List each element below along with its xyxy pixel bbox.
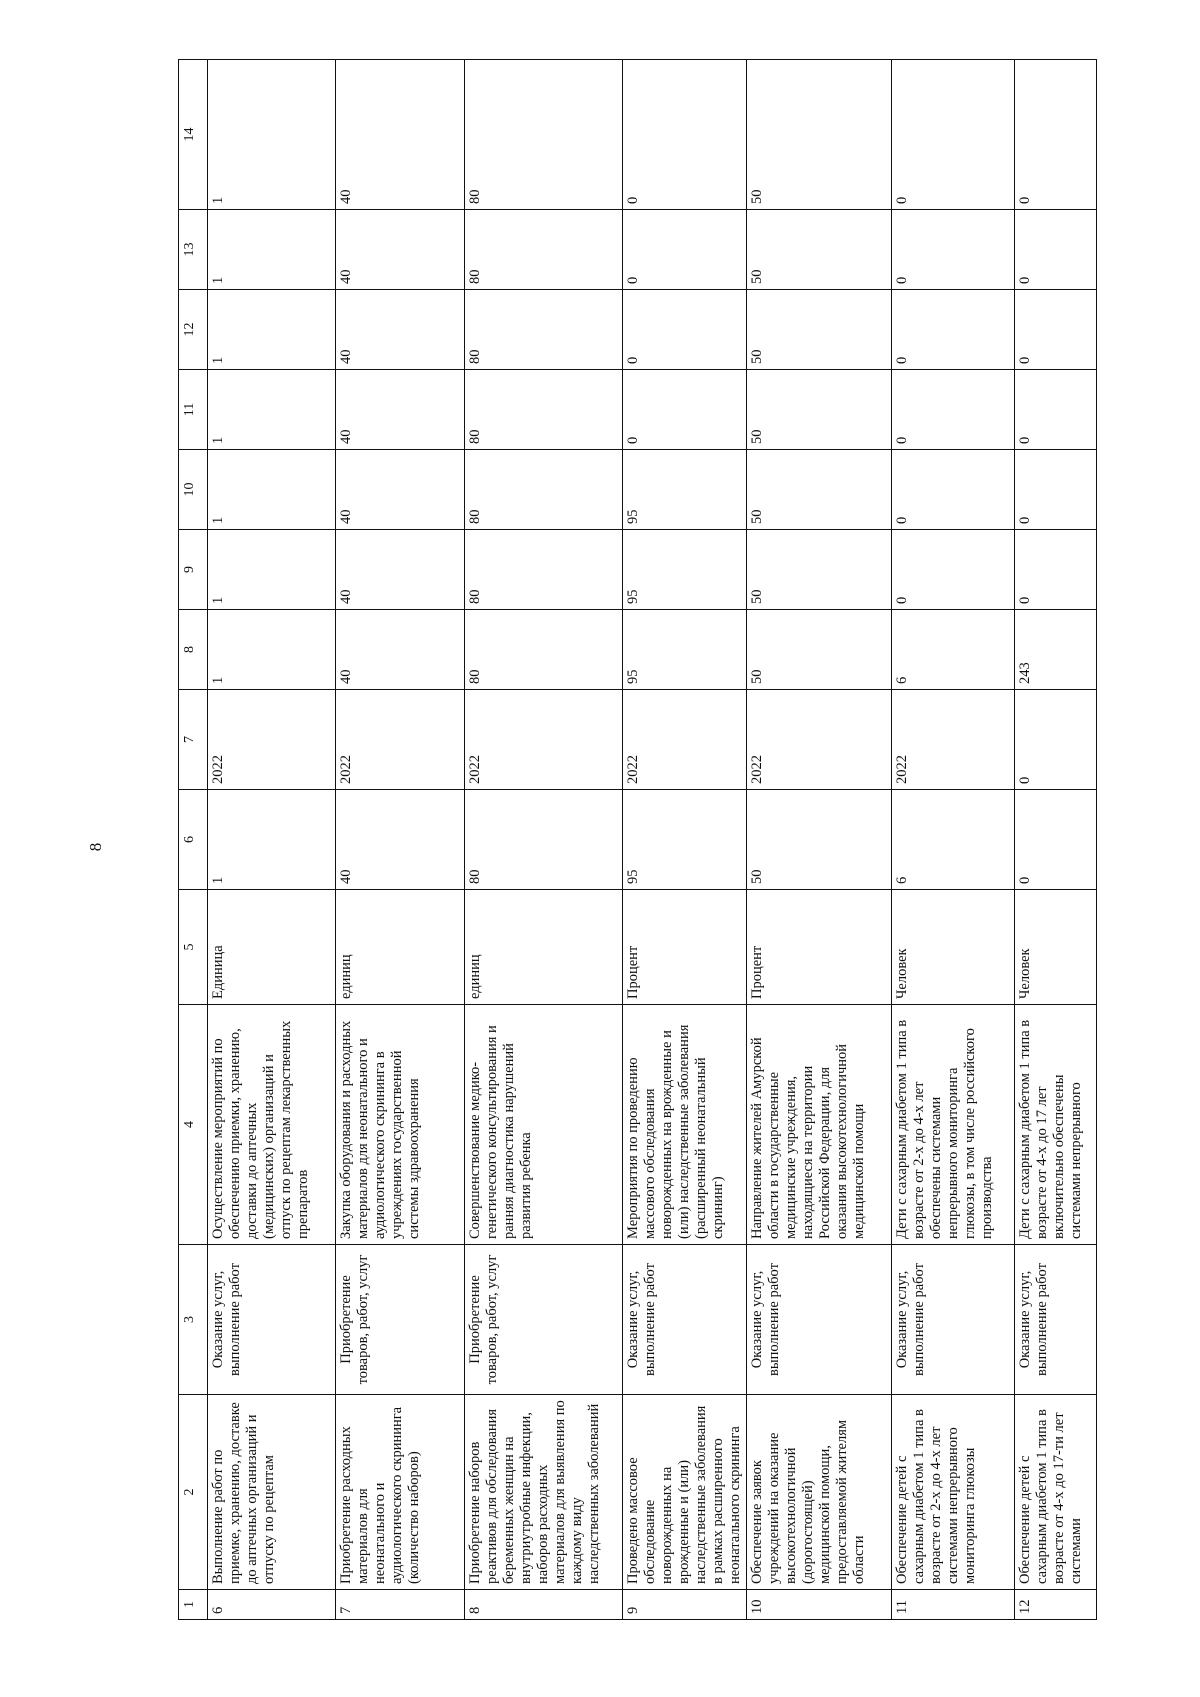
value-cell: 40 <box>336 370 465 450</box>
value-cell: 50 <box>747 530 892 610</box>
value-cell: 80 <box>465 210 623 290</box>
value-cell: 1 <box>208 370 336 450</box>
value-cell: 80 <box>465 60 623 210</box>
value-cell: 6 <box>892 790 1015 890</box>
value-cell: 50 <box>747 370 892 450</box>
indicator-cell: Закупка оборудования и расходных материалов для неонатального и аудиологического скрининга в учреждениях государственной системы здравоохранения <box>336 1005 465 1245</box>
header-cell: 11 <box>179 370 208 450</box>
table-row <box>1015 60 1097 1620</box>
value-cell: 40 <box>336 210 465 290</box>
type-cell: Приобретение товаров, работ, услуг <box>336 1245 465 1395</box>
value-cell: 40 <box>336 450 465 530</box>
row-number: 11 <box>892 1590 1015 1620</box>
indicator-cell: Направление жителей Амурской области в государственные медицинские учреждения, находящиеся на территории Российской Федерации, для оказания высокотехнологичной медицинской помощи <box>747 1005 892 1245</box>
result-cell: Приобретение расходных материалов для неонатального и аудиологического скрининга (количество наборов) <box>336 1395 465 1590</box>
header-cell: 1 <box>179 1590 208 1620</box>
unit-cell: единиц <box>336 890 465 1005</box>
unit-cell: Человек <box>1015 890 1097 1005</box>
table-row <box>892 60 1015 1620</box>
page-number: 8 <box>86 842 105 852</box>
header-cell: 4 <box>179 1005 208 1245</box>
table-row <box>336 60 465 1620</box>
value-cell: 0 <box>1015 370 1097 450</box>
result-cell: Обеспечение заявок учреждений на оказание высокотехнологичной (дорогостоящей) медицинской помощи, предоставляемой жителям области <box>747 1395 892 1590</box>
header-cell: 14 <box>179 60 208 210</box>
row-number: 7 <box>336 1590 465 1620</box>
value-cell: 0 <box>623 290 747 370</box>
table-row <box>623 60 747 1620</box>
value-cell: 40 <box>336 610 465 690</box>
value-cell: 0 <box>623 370 747 450</box>
type-cell: Оказание услуг, выполнение работ <box>892 1245 1015 1395</box>
value-cell: 80 <box>465 290 623 370</box>
table-header-row <box>179 60 208 1620</box>
value-cell: 0 <box>892 210 1015 290</box>
value-cell: 0 <box>1015 60 1097 210</box>
value-cell: 95 <box>623 530 747 610</box>
value-cell: 50 <box>747 210 892 290</box>
value-cell: 0 <box>1015 690 1097 790</box>
value-cell: 1 <box>208 790 336 890</box>
header-cell: 10 <box>179 450 208 530</box>
value-cell: 50 <box>747 450 892 530</box>
value-cell: 40 <box>336 60 465 210</box>
value-cell: 95 <box>623 450 747 530</box>
header-cell: 9 <box>179 530 208 610</box>
rotated-page <box>178 60 1153 1620</box>
value-cell: 1 <box>208 60 336 210</box>
value-cell: 0 <box>892 530 1015 610</box>
value-cell: 1 <box>208 610 336 690</box>
type-cell: Оказание услуг, выполнение работ <box>1015 1245 1097 1395</box>
header-cell: 12 <box>179 290 208 370</box>
result-cell: Приобретение наборов реактивов для обследования беременных женщин на внутриутробные инфекции, наборов расходных материалов для выявления по каждому виду наследственных заболеваний <box>465 1395 623 1590</box>
value-cell: 50 <box>747 60 892 210</box>
header-cell: 2 <box>179 1395 208 1590</box>
unit-cell: единиц <box>465 890 623 1005</box>
value-cell: 2022 <box>623 690 747 790</box>
unit-cell: Процент <box>747 890 892 1005</box>
result-cell: Обеспечение детей с сахарным диабетом 1 типа в возрасте от 2-х до 4-х лет системами непрерывного мониторинга глюкозы <box>892 1395 1015 1590</box>
value-cell: 2022 <box>465 690 623 790</box>
value-cell: 0 <box>892 370 1015 450</box>
value-cell: 80 <box>465 530 623 610</box>
value-cell: 2022 <box>208 690 336 790</box>
table-row <box>465 60 623 1620</box>
value-cell: 50 <box>747 610 892 690</box>
header-cell: 3 <box>179 1245 208 1395</box>
value-cell: 40 <box>336 530 465 610</box>
value-cell: 1 <box>208 530 336 610</box>
value-cell: 95 <box>623 610 747 690</box>
header-cell: 7 <box>179 690 208 790</box>
value-cell: 0 <box>623 60 747 210</box>
value-cell: 1 <box>208 450 336 530</box>
value-cell: 0 <box>1015 290 1097 370</box>
table-row <box>747 60 892 1620</box>
value-cell: 2022 <box>747 690 892 790</box>
unit-cell: Человек <box>892 890 1015 1005</box>
indicator-cell: Дети с сахарным диабетом 1 типа в возрасте от 4-х до 17 лет включительно обеспечены системами непрерывного <box>1015 1005 1097 1245</box>
header-cell: 13 <box>179 210 208 290</box>
value-cell: 80 <box>465 610 623 690</box>
type-cell: Оказание услуг, выполнение работ <box>747 1245 892 1395</box>
table-row <box>208 60 336 1620</box>
result-cell: Обеспечение детей с сахарным диабетом 1 типа в возрасте от 4-х до 17-ти лет системами <box>1015 1395 1097 1590</box>
value-cell: 0 <box>1015 790 1097 890</box>
header-cell: 8 <box>179 610 208 690</box>
indicator-cell: Совершенствование медико-генетического консультирования и ранняя диагностика нарушений развития ребенка <box>465 1005 623 1245</box>
type-cell: Приобретение товаров, работ, услуг <box>465 1245 623 1395</box>
row-number: 8 <box>465 1590 623 1620</box>
row-number: 9 <box>623 1590 747 1620</box>
result-cell: Проведено массовое обследование новорожденных на врожденные и (или) наследственные заболевания в рамках расширенного неонатального скрининга <box>623 1395 747 1590</box>
type-cell: Оказание услуг, выполнение работ <box>623 1245 747 1395</box>
value-cell: 0 <box>1015 450 1097 530</box>
indicator-cell: Дети с сахарным диабетом 1 типа в возрасте от 2-х до 4-х лет обеспечены системами непрерывного мониторинга глюкозы, в том числе российского производства <box>892 1005 1015 1245</box>
value-cell: 1 <box>208 210 336 290</box>
value-cell: 80 <box>465 790 623 890</box>
value-cell: 2022 <box>892 690 1015 790</box>
type-cell: Оказание услуг, выполнение работ <box>208 1245 336 1395</box>
value-cell: 50 <box>747 790 892 890</box>
value-cell: 0 <box>892 60 1015 210</box>
value-cell: 0 <box>623 210 747 290</box>
value-cell: 80 <box>465 370 623 450</box>
value-cell: 0 <box>892 290 1015 370</box>
value-cell: 2022 <box>336 690 465 790</box>
indicators-table <box>178 59 1097 1620</box>
indicator-cell: Осуществление мероприятий по обеспечению приемки, хранению, доставки до аптечных (медицинских) организаций и отпуск по рецептам лекарственных препаратов <box>208 1005 336 1245</box>
row-number: 10 <box>747 1590 892 1620</box>
result-cell: Выполнение работ по приемке, хранению, доставке до аптечных организаций и отпуску по рецептам <box>208 1395 336 1590</box>
row-number: 6 <box>208 1590 336 1620</box>
value-cell: 40 <box>336 290 465 370</box>
indicator-cell: Мероприятия по проведению массового обследования новорожденных на врожденные и (или) наследственные заболевания (расширенный неонатальный скрининг) <box>623 1005 747 1245</box>
value-cell: 0 <box>1015 210 1097 290</box>
unit-cell: Единица <box>208 890 336 1005</box>
row-number: 12 <box>1015 1590 1097 1620</box>
value-cell: 0 <box>1015 530 1097 610</box>
value-cell: 95 <box>623 790 747 890</box>
value-cell: 40 <box>336 790 465 890</box>
header-cell: 5 <box>179 890 208 1005</box>
header-cell: 6 <box>179 790 208 890</box>
value-cell: 243 <box>1015 610 1097 690</box>
value-cell: 6 <box>892 610 1015 690</box>
value-cell: 80 <box>465 450 623 530</box>
value-cell: 1 <box>208 290 336 370</box>
unit-cell: Процент <box>623 890 747 1005</box>
value-cell: 0 <box>892 450 1015 530</box>
value-cell: 50 <box>747 290 892 370</box>
